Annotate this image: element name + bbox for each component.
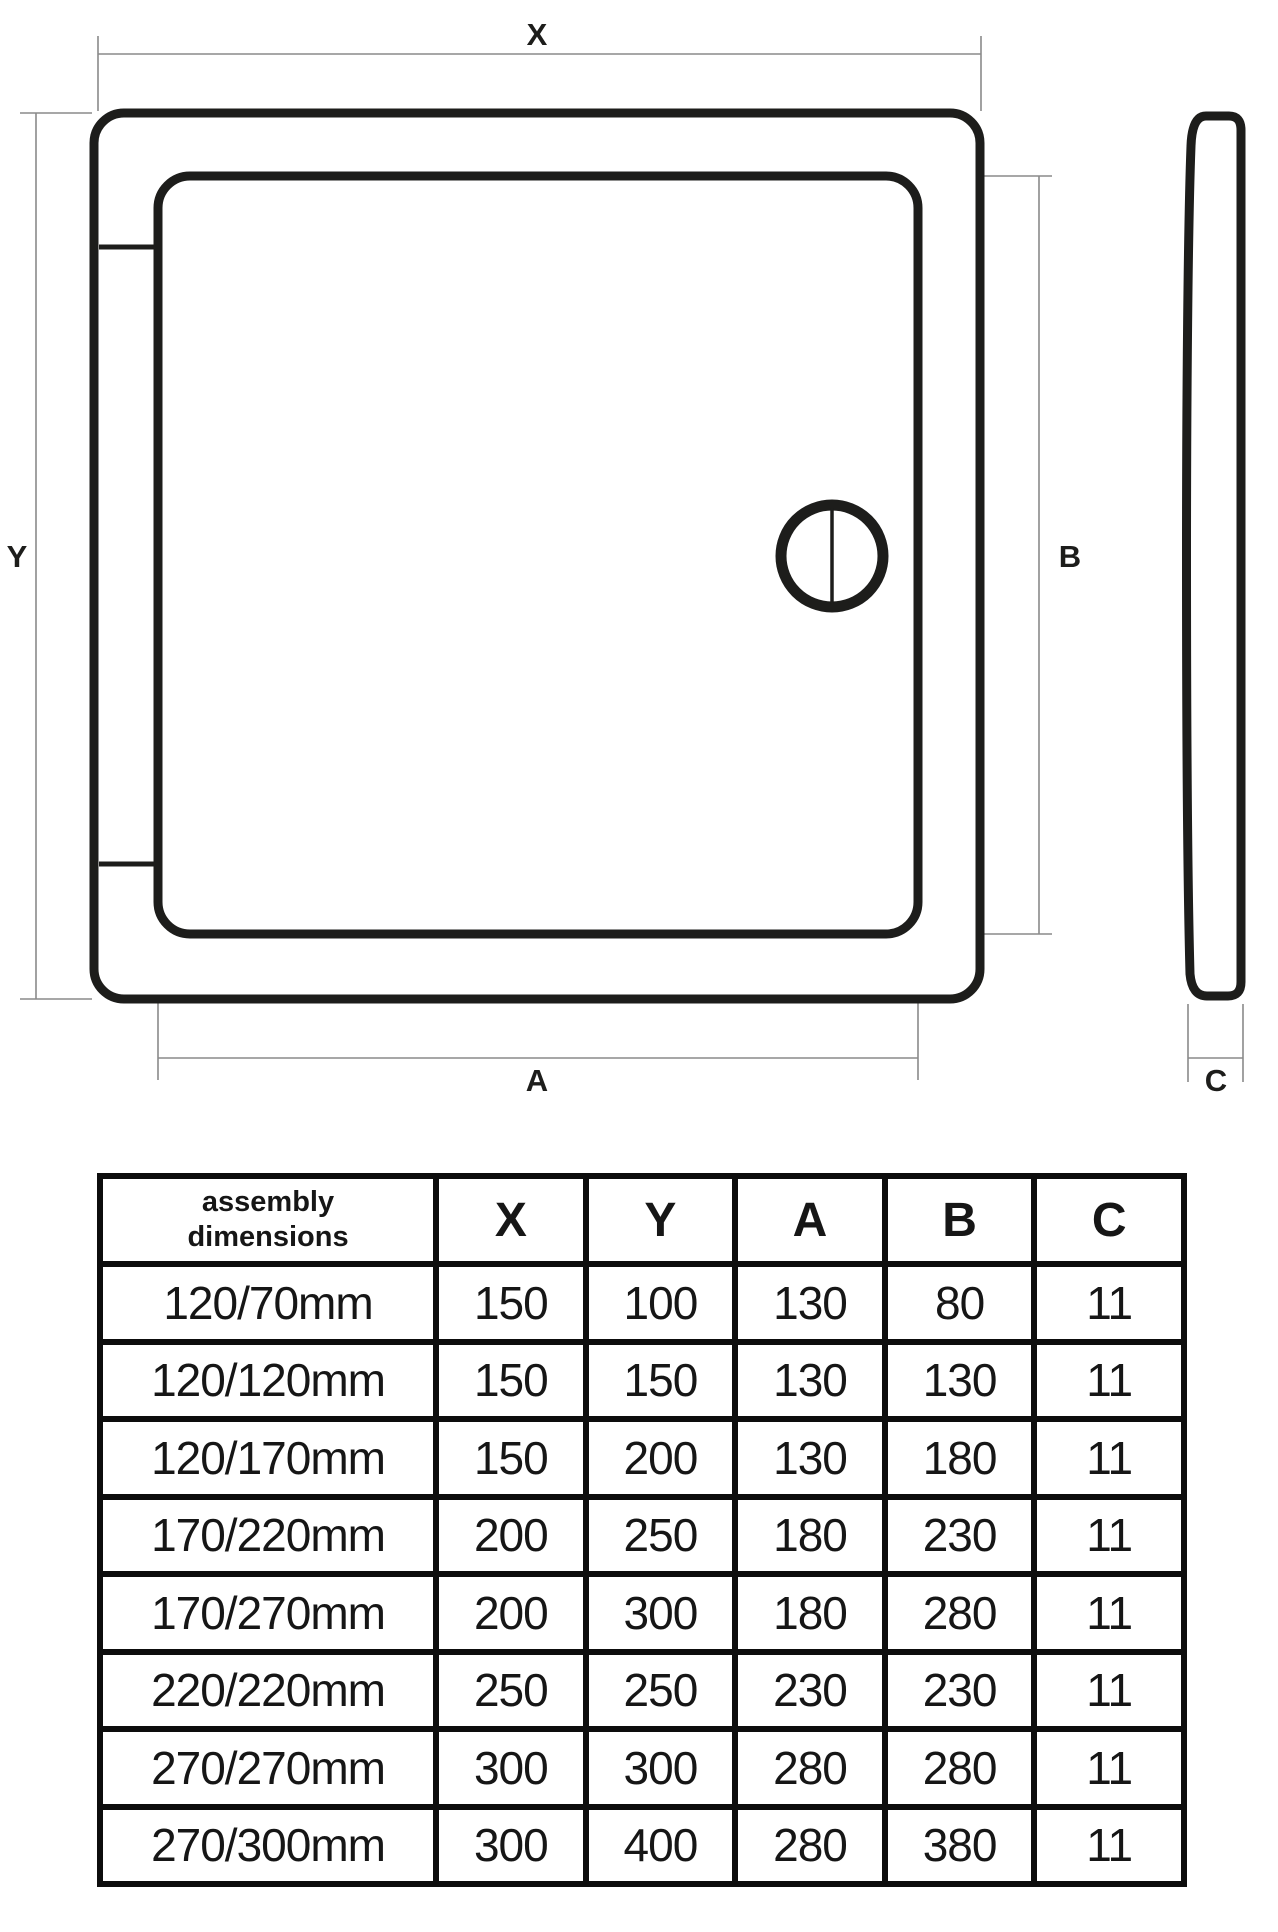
size-label: 120/170mm	[100, 1419, 436, 1497]
dimension-label-y: Y	[6, 539, 28, 574]
table-cell: 100	[586, 1264, 736, 1342]
table-cell: 280	[735, 1729, 885, 1807]
dimension-y	[7, 113, 92, 999]
side-view	[1187, 116, 1242, 996]
table-cell: 130	[885, 1342, 1035, 1420]
table-cell: 280	[735, 1807, 885, 1885]
table-cell: 200	[436, 1497, 586, 1575]
table-cell: 180	[735, 1497, 885, 1575]
dimension-c	[1188, 1004, 1243, 1098]
table-cell: 380	[885, 1807, 1035, 1885]
table-cell: 300	[586, 1574, 736, 1652]
dimension-label-x: X	[526, 17, 548, 52]
table-cell: 400	[586, 1807, 736, 1885]
table-cell: 11	[1034, 1807, 1184, 1885]
table-cell: 11	[1034, 1574, 1184, 1652]
column-header-b: B	[885, 1176, 1035, 1264]
dimensions-table	[97, 1173, 1187, 1887]
table-cell: 130	[735, 1264, 885, 1342]
table-cell: 200	[436, 1574, 586, 1652]
column-header-c: C	[1034, 1176, 1184, 1264]
table-cell: 250	[586, 1497, 736, 1575]
table-cell: 250	[586, 1652, 736, 1730]
table-cell: 280	[885, 1729, 1035, 1807]
size-label: 120/70mm	[100, 1264, 436, 1342]
table-row	[100, 1264, 1184, 1342]
column-header-assembly-dimensions	[100, 1176, 436, 1264]
size-label: 170/220mm	[100, 1497, 436, 1575]
table-cell: 11	[1034, 1497, 1184, 1575]
table-cell: 80	[885, 1264, 1035, 1342]
table-cell: 300	[436, 1807, 586, 1885]
table-cell: 11	[1034, 1264, 1184, 1342]
table-header-row	[100, 1176, 1184, 1264]
side-view-profile	[1187, 116, 1242, 996]
table-row	[100, 1497, 1184, 1575]
table-cell: 230	[735, 1652, 885, 1730]
size-label: 220/220mm	[100, 1652, 436, 1730]
table-row	[100, 1342, 1184, 1420]
table-row	[100, 1729, 1184, 1807]
assembly-label-line1: assembly	[201, 1185, 335, 1218]
size-label: 270/270mm	[100, 1729, 436, 1807]
table-cell: 150	[436, 1342, 586, 1420]
table-cell: 300	[436, 1729, 586, 1807]
column-header-y: Y	[586, 1176, 736, 1264]
table-cell: 280	[885, 1574, 1035, 1652]
table-row	[100, 1652, 1184, 1730]
door-panel	[158, 176, 918, 934]
table-cell: 130	[735, 1419, 885, 1497]
assembly-label-line2: dimensions	[187, 1221, 349, 1253]
table-cell: 11	[1034, 1419, 1184, 1497]
table-cell: 150	[586, 1342, 736, 1420]
table-cell: 11	[1034, 1652, 1184, 1730]
table-cell: 230	[885, 1497, 1035, 1575]
table-cell: 200	[586, 1419, 736, 1497]
column-header-a: A	[735, 1176, 885, 1264]
table-cell: 11	[1034, 1342, 1184, 1420]
table-cell: 150	[436, 1419, 586, 1497]
table-row	[100, 1807, 1184, 1885]
column-header-x: X	[436, 1176, 586, 1264]
table-cell: 180	[735, 1574, 885, 1652]
table-cell: 11	[1034, 1729, 1184, 1807]
table-row	[100, 1419, 1184, 1497]
dimension-label-b: B	[1058, 539, 1082, 574]
table-cell: 150	[436, 1264, 586, 1342]
size-label: 170/270mm	[100, 1574, 436, 1652]
dimension-x	[98, 17, 981, 111]
dimension-label-c: C	[1204, 1063, 1228, 1098]
table-cell: 180	[885, 1419, 1035, 1497]
size-label: 120/120mm	[100, 1342, 436, 1420]
dimension-y-lines	[20, 113, 92, 999]
table-cell: 300	[586, 1729, 736, 1807]
table-row	[100, 1574, 1184, 1652]
table-cell: 130	[735, 1342, 885, 1420]
dimension-label-a: A	[525, 1063, 549, 1098]
table-cell: 250	[436, 1652, 586, 1730]
front-view	[94, 113, 980, 999]
table-cell: 230	[885, 1652, 1035, 1730]
size-label: 270/300mm	[100, 1807, 436, 1885]
